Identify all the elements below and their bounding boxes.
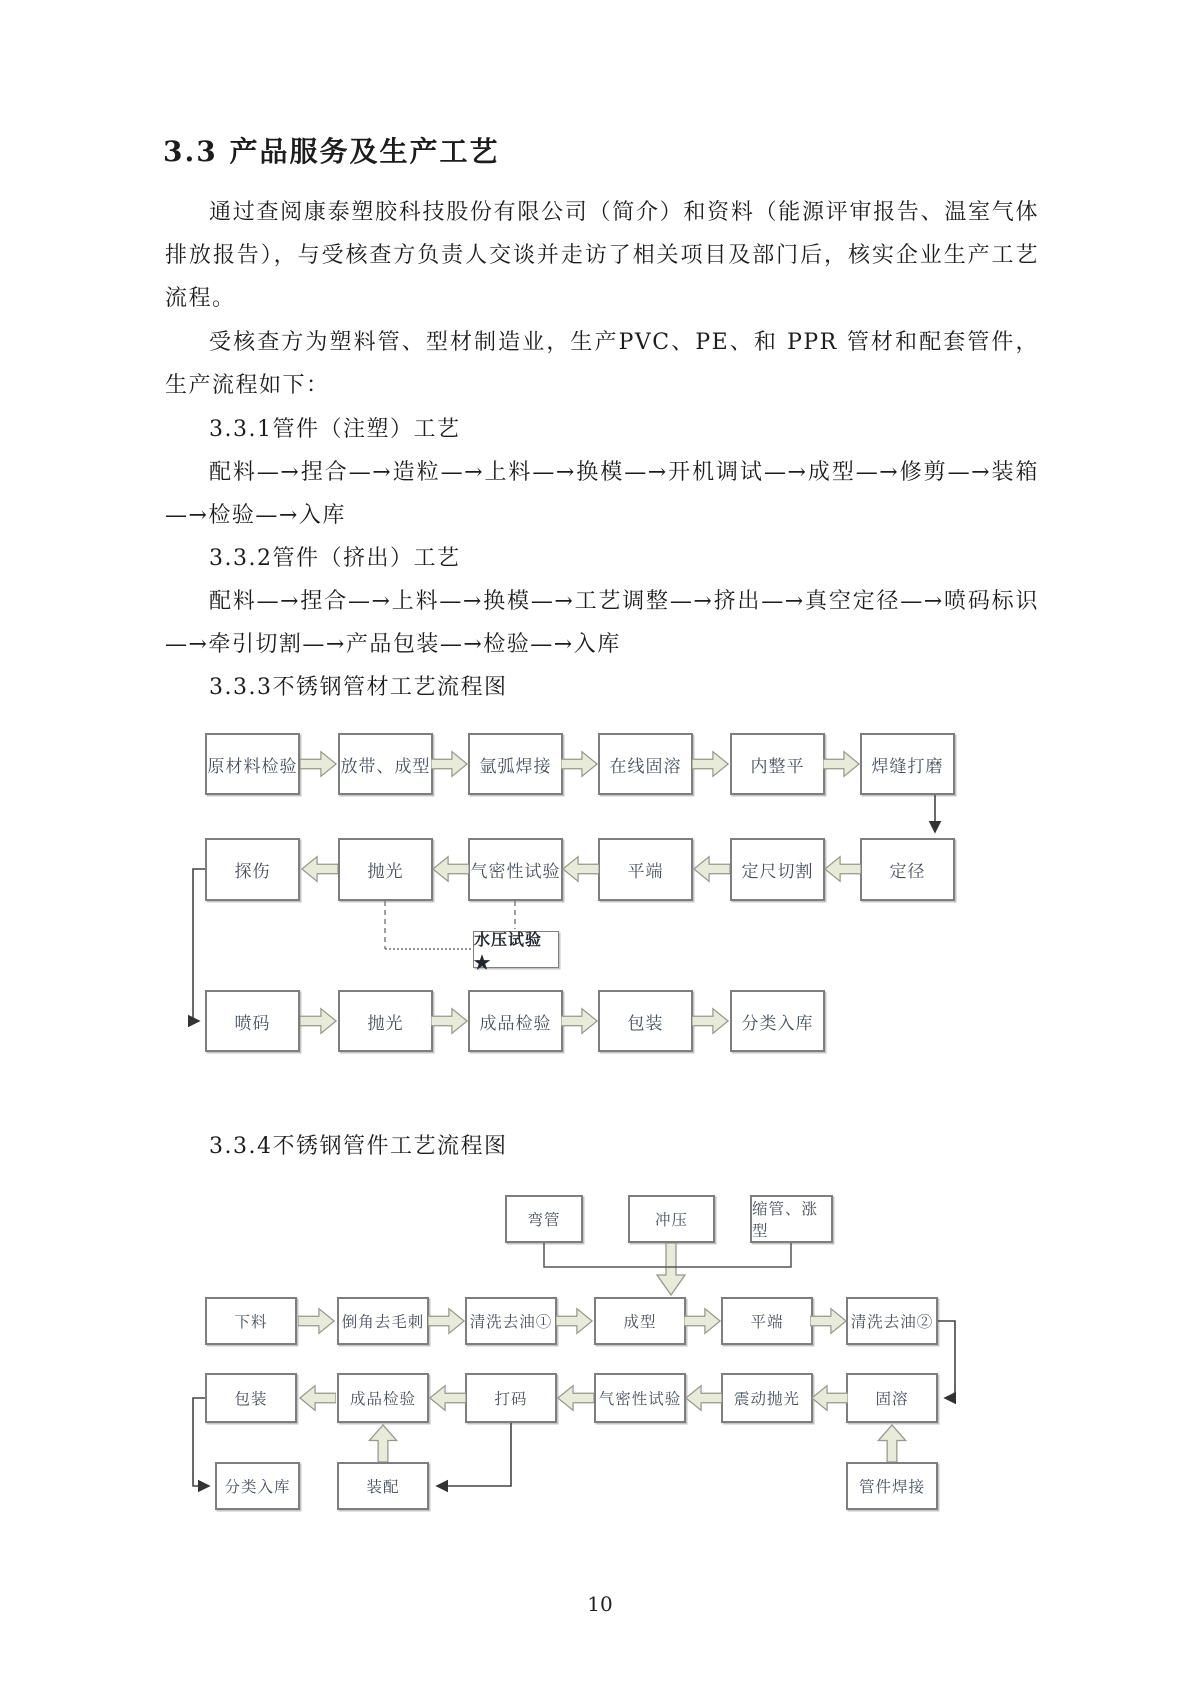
arrow-left-icon xyxy=(556,1381,594,1415)
flow-box: 气密性试验 xyxy=(468,838,563,901)
flow-box: 打码 xyxy=(465,1373,557,1423)
flow-box: 原材料检验 xyxy=(205,733,300,795)
arrow-up-icon xyxy=(366,1423,400,1462)
flow-box: 包装 xyxy=(205,1373,297,1423)
arrow-left-icon xyxy=(561,852,599,886)
arrow-right-icon xyxy=(684,1304,722,1338)
arrow-right-icon xyxy=(810,1304,848,1338)
flow-box: 放带、成型 xyxy=(338,733,433,795)
flow-box: 气密性试验 xyxy=(594,1373,686,1423)
arrow-left-icon xyxy=(823,852,861,886)
flow-box: 震动抛光 xyxy=(721,1373,813,1423)
arrow-up-icon xyxy=(875,1423,909,1462)
arrow-left-icon xyxy=(810,1381,848,1415)
flow-box: 定尺切割 xyxy=(730,838,825,901)
arrow-right-icon xyxy=(561,747,599,781)
flow-box: 清洗去油② xyxy=(846,1297,938,1345)
subsection-title-extrusion: 3.3.2管件（挤出）工艺 xyxy=(209,546,461,571)
subsection-title-fitting-flowchart: 3.3.4不锈钢管件工艺流程图 xyxy=(209,1134,508,1159)
flow-box: 成型 xyxy=(594,1297,686,1345)
arrow-left-icon xyxy=(431,852,469,886)
flow-box: 抛光 xyxy=(338,838,433,901)
arrow-right-icon xyxy=(298,1304,336,1338)
flow-box: 氩弧焊接 xyxy=(468,733,563,795)
flow-box: 成品检验 xyxy=(337,1373,429,1423)
flow-box: 分类入库 xyxy=(215,1462,300,1510)
arrow-left-icon xyxy=(300,852,338,886)
flow-box: 分类入库 xyxy=(730,990,825,1052)
page-number: 10 xyxy=(587,1592,613,1616)
arrow-right-icon xyxy=(561,1004,599,1038)
flow-box: 成品检验 xyxy=(468,990,563,1052)
flow-box: 定径 xyxy=(860,838,955,901)
flow-box: 平端 xyxy=(598,838,693,901)
arrow-right-icon xyxy=(556,1304,594,1338)
flow-box: 弯管 xyxy=(505,1195,583,1243)
arrow-down-icon xyxy=(654,1243,688,1297)
flow-box-optional-test: 水压试验★ xyxy=(473,931,559,968)
flow-box: 抛光 xyxy=(338,990,433,1052)
flow-box: 装配 xyxy=(337,1462,429,1510)
arrow-right-icon xyxy=(431,747,469,781)
flow-box: 探伤 xyxy=(205,838,300,901)
subsection-title-pipe-flowchart: 3.3.3不锈钢管材工艺流程图 xyxy=(209,675,508,700)
arrow-right-icon xyxy=(431,1004,469,1038)
process-line-extrusion: 配料—→捏合—→上料—→换模—→工艺调整—→挤出—→真空定径—→喷码标识—→牵引切割—→产品包装—→检验—→入库 xyxy=(165,589,1039,657)
flow-box: 内整平 xyxy=(730,733,825,795)
flow-box: 在线固溶 xyxy=(598,733,693,795)
section-heading: 3.3 产品服务及生产工艺 xyxy=(163,135,500,168)
arrow-right-icon xyxy=(692,1004,730,1038)
flow-box: 焊缝打磨 xyxy=(860,733,955,795)
flow-box: 管件焊接 xyxy=(846,1462,938,1510)
arrow-right-icon xyxy=(692,747,730,781)
paragraph-scope: 受核查方为塑料管、型材制造业，生产PVC、PE、和 PPR 管材和配套管件，生产流程如下： xyxy=(165,330,1039,398)
flow-box: 倒角去毛刺 xyxy=(337,1297,429,1345)
flow-box: 清洗去油① xyxy=(465,1297,557,1345)
flow-box: 喷码 xyxy=(205,990,300,1052)
flow-box: 冲压 xyxy=(628,1195,715,1243)
flow-box: 固溶 xyxy=(846,1373,938,1423)
arrow-right-icon xyxy=(300,1004,338,1038)
arrow-right-icon xyxy=(428,1304,466,1338)
flowchart-stainless-fitting xyxy=(185,1190,985,1530)
arrow-left-icon xyxy=(298,1381,336,1415)
arrow-left-icon xyxy=(428,1381,466,1415)
subsection-title-injection: 3.3.1管件（注塑）工艺 xyxy=(209,417,461,442)
arrow-right-icon xyxy=(300,747,338,781)
arrow-left-icon xyxy=(684,1381,722,1415)
paragraph-overview: 通过查阅康泰塑胶科技股份有限公司（简介）和资料（能源评审报告、温室气体排放报告），与受核查方负责人交谈并走访了相关项目及部门后，核实企业生产工艺流程。 xyxy=(165,200,1039,311)
flow-box: 包装 xyxy=(598,990,693,1052)
arrow-left-icon xyxy=(692,852,730,886)
flowchart-stainless-pipe xyxy=(185,725,985,1070)
flow-box: 缩管、涨型 xyxy=(750,1195,833,1243)
process-line-injection: 配料—→捏合—→造粒—→上料—→换模—→开机调试—→成型—→修剪—→装箱—→检验—→入库 xyxy=(165,460,1039,528)
flow-box: 下料 xyxy=(205,1297,297,1345)
arrow-right-icon xyxy=(823,747,861,781)
flow-box: 平端 xyxy=(721,1297,813,1345)
